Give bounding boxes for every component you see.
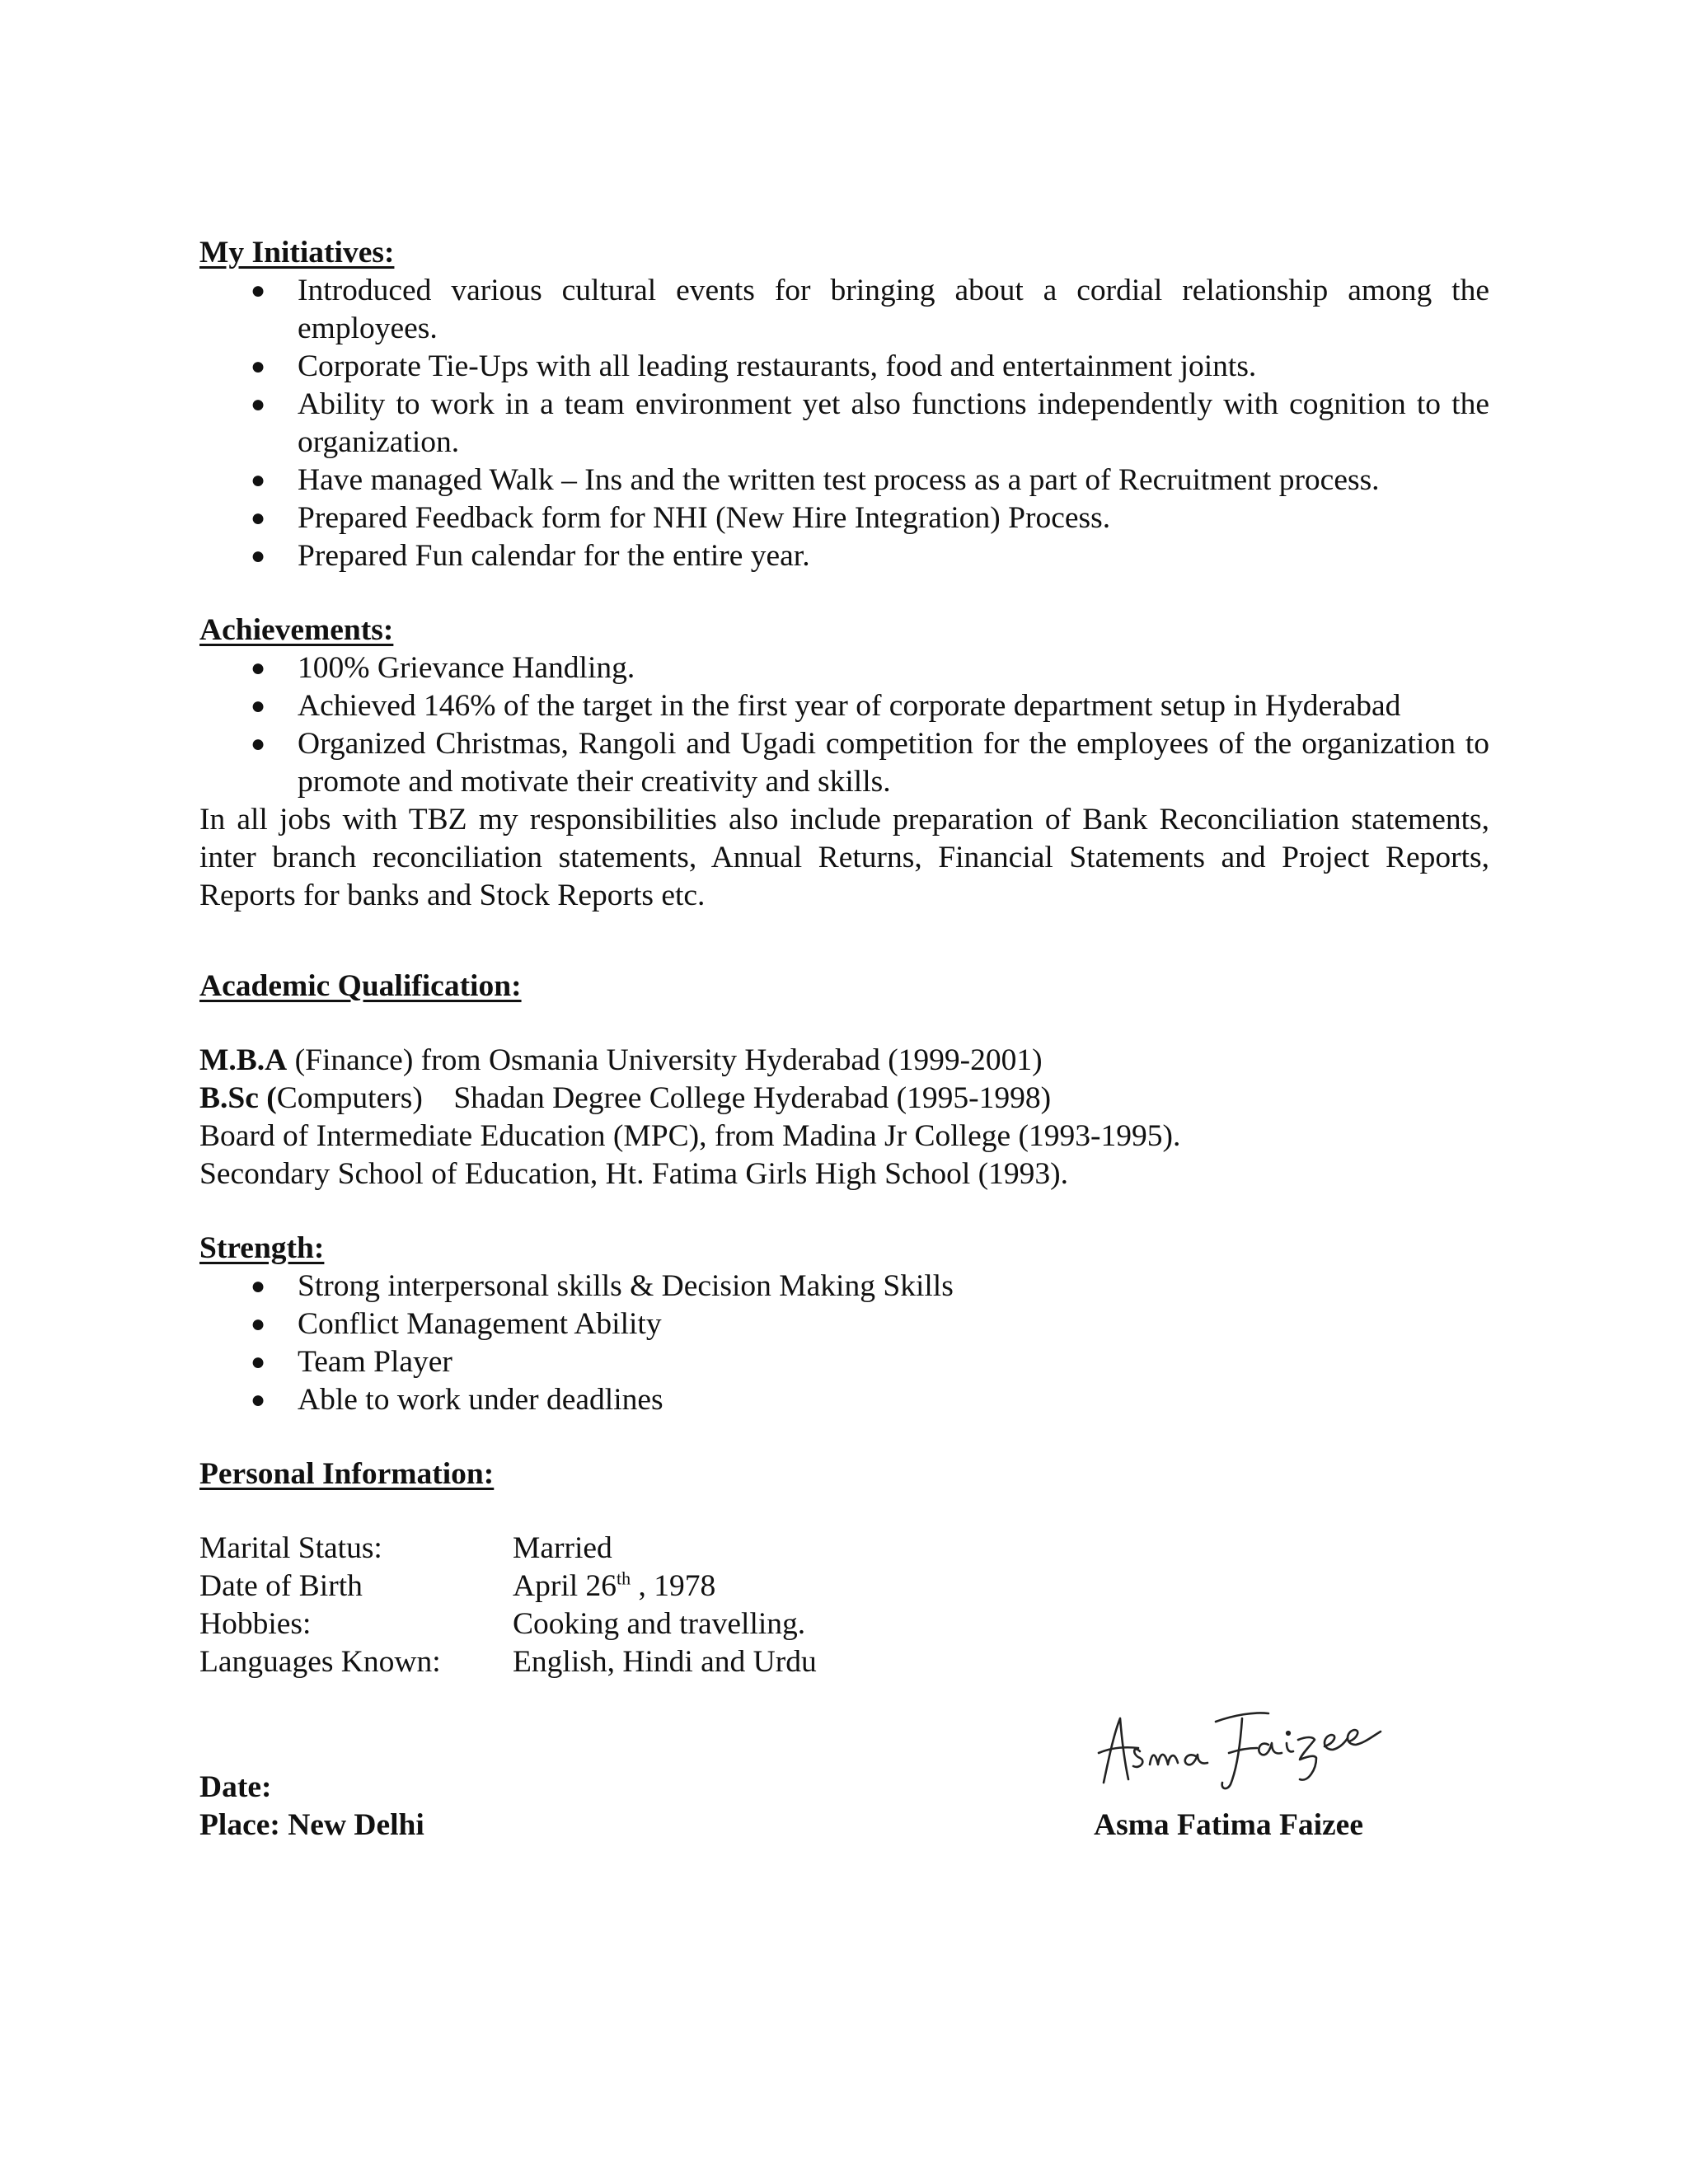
hobbies-value: Cooking and travelling.: [513, 1607, 806, 1641]
dob-value: April 26th , 1978: [513, 1568, 716, 1603]
bullet-icon: ●: [251, 692, 266, 719]
list-item: ● Introduced various cultural events for bringing about a cordial relationship among the employees.: [251, 274, 1489, 345]
achievements-list: [199, 649, 1489, 801]
bullet-icon: ●: [251, 542, 266, 569]
languages-label: Languages Known:: [199, 1645, 441, 1679]
dob-row: [199, 1568, 1489, 1605]
bullet-icon: ●: [251, 466, 266, 494]
qualification-intermediate: Board of Intermediate Education (MPC), from Madina Jr College (1993-1995).: [199, 1119, 1181, 1153]
list-item: ● Able to work under deadlines: [199, 1381, 1489, 1419]
personal-heading: Personal Information:: [199, 1457, 495, 1491]
academic-heading: Academic Qualification:: [199, 969, 522, 1003]
list-item: ● Strong interpersonal skills & Decision Making Skills: [199, 1268, 1489, 1305]
bullet-icon: ●: [251, 1348, 266, 1376]
strength-list: [199, 1268, 1489, 1419]
dob-label: Date of Birth: [199, 1569, 363, 1603]
list-item: ● Have managed Walk – Ins and the written test process as a part of Recruitment process.: [199, 462, 1489, 499]
languages-value: English, Hindi and Urdu: [513, 1645, 817, 1679]
bullet-icon: ●: [251, 1272, 266, 1300]
bullet-icon: ●: [251, 277, 266, 304]
bullet-icon: ●: [251, 353, 266, 380]
list-item: ● 100% Grievance Handling.: [199, 649, 1489, 687]
bullet-icon: ●: [251, 1386, 266, 1413]
initiatives-list: [199, 272, 1489, 575]
bullet-icon: ●: [251, 654, 266, 682]
date-label: Date:: [199, 1770, 272, 1804]
list-item: ● Conflict Management Ability: [199, 1305, 1489, 1343]
bullet-icon: ●: [251, 391, 266, 418]
qualification-secondary: Secondary School of Education, Ht. Fatima Girls High School (1993).: [199, 1157, 1069, 1191]
languages-row: [199, 1643, 1489, 1681]
signatory-name: Asma Fatima Faizee: [1094, 1808, 1363, 1842]
footer-left: [199, 1769, 424, 1844]
achievements-heading: Achievements:: [199, 613, 394, 647]
qualification-mba: M.B.A (Finance) from Osmania University Hyderabad (1999-2001): [199, 1043, 1043, 1077]
list-item: ● Prepared Feedback form for NHI (New Hire Integration) Process.: [199, 499, 1489, 537]
list-item: ● Organized Christmas, Rangoli and Ugadi competition for the employees of the organization to promote and motivate their creativity and skills.: [251, 727, 1489, 799]
list-item: ● Ability to work in a team environment yet also functions independently with cognition to the organization.: [251, 387, 1489, 459]
strength-heading: Strength:: [199, 1231, 325, 1265]
list-item: ● Team Player: [199, 1343, 1489, 1381]
marital-status-label: Marital Status:: [199, 1531, 382, 1565]
list-item: ● Achieved 146% of the target in the first year of corporate department setup in Hyderabad: [199, 687, 1489, 725]
qualification-bsc: B.Sc (Computers) Shadan Degree College Hyderabad (1995-1998): [199, 1081, 1052, 1115]
bullet-icon: ●: [251, 504, 266, 532]
place-label: Place: New Delhi: [199, 1808, 424, 1842]
signature-image: [1092, 1694, 1397, 1793]
initiatives-heading: My Initiatives:: [199, 236, 395, 269]
list-item: ● Prepared Fun calendar for the entire year.: [199, 537, 1489, 575]
list-item: ● Corporate Tie-Ups with all leading restaurants, food and entertainment joints.: [199, 348, 1489, 386]
marital-status-value: Married: [513, 1531, 612, 1565]
hobbies-label: Hobbies:: [199, 1607, 312, 1641]
responsibilities-paragraph: In all jobs with TBZ my responsibilities also include preparation of Bank Reconciliation statements, inter branch reconciliation statements, Annual Returns, Financial Statements and Project Reports, Reports for banks and Stock Reports etc.: [199, 803, 1489, 912]
resume-page: [199, 234, 1489, 1681]
marital-status-row: [199, 1530, 1489, 1568]
hobbies-row: [199, 1605, 1489, 1643]
bullet-icon: ●: [251, 730, 266, 757]
bullet-icon: ●: [251, 1310, 266, 1338]
